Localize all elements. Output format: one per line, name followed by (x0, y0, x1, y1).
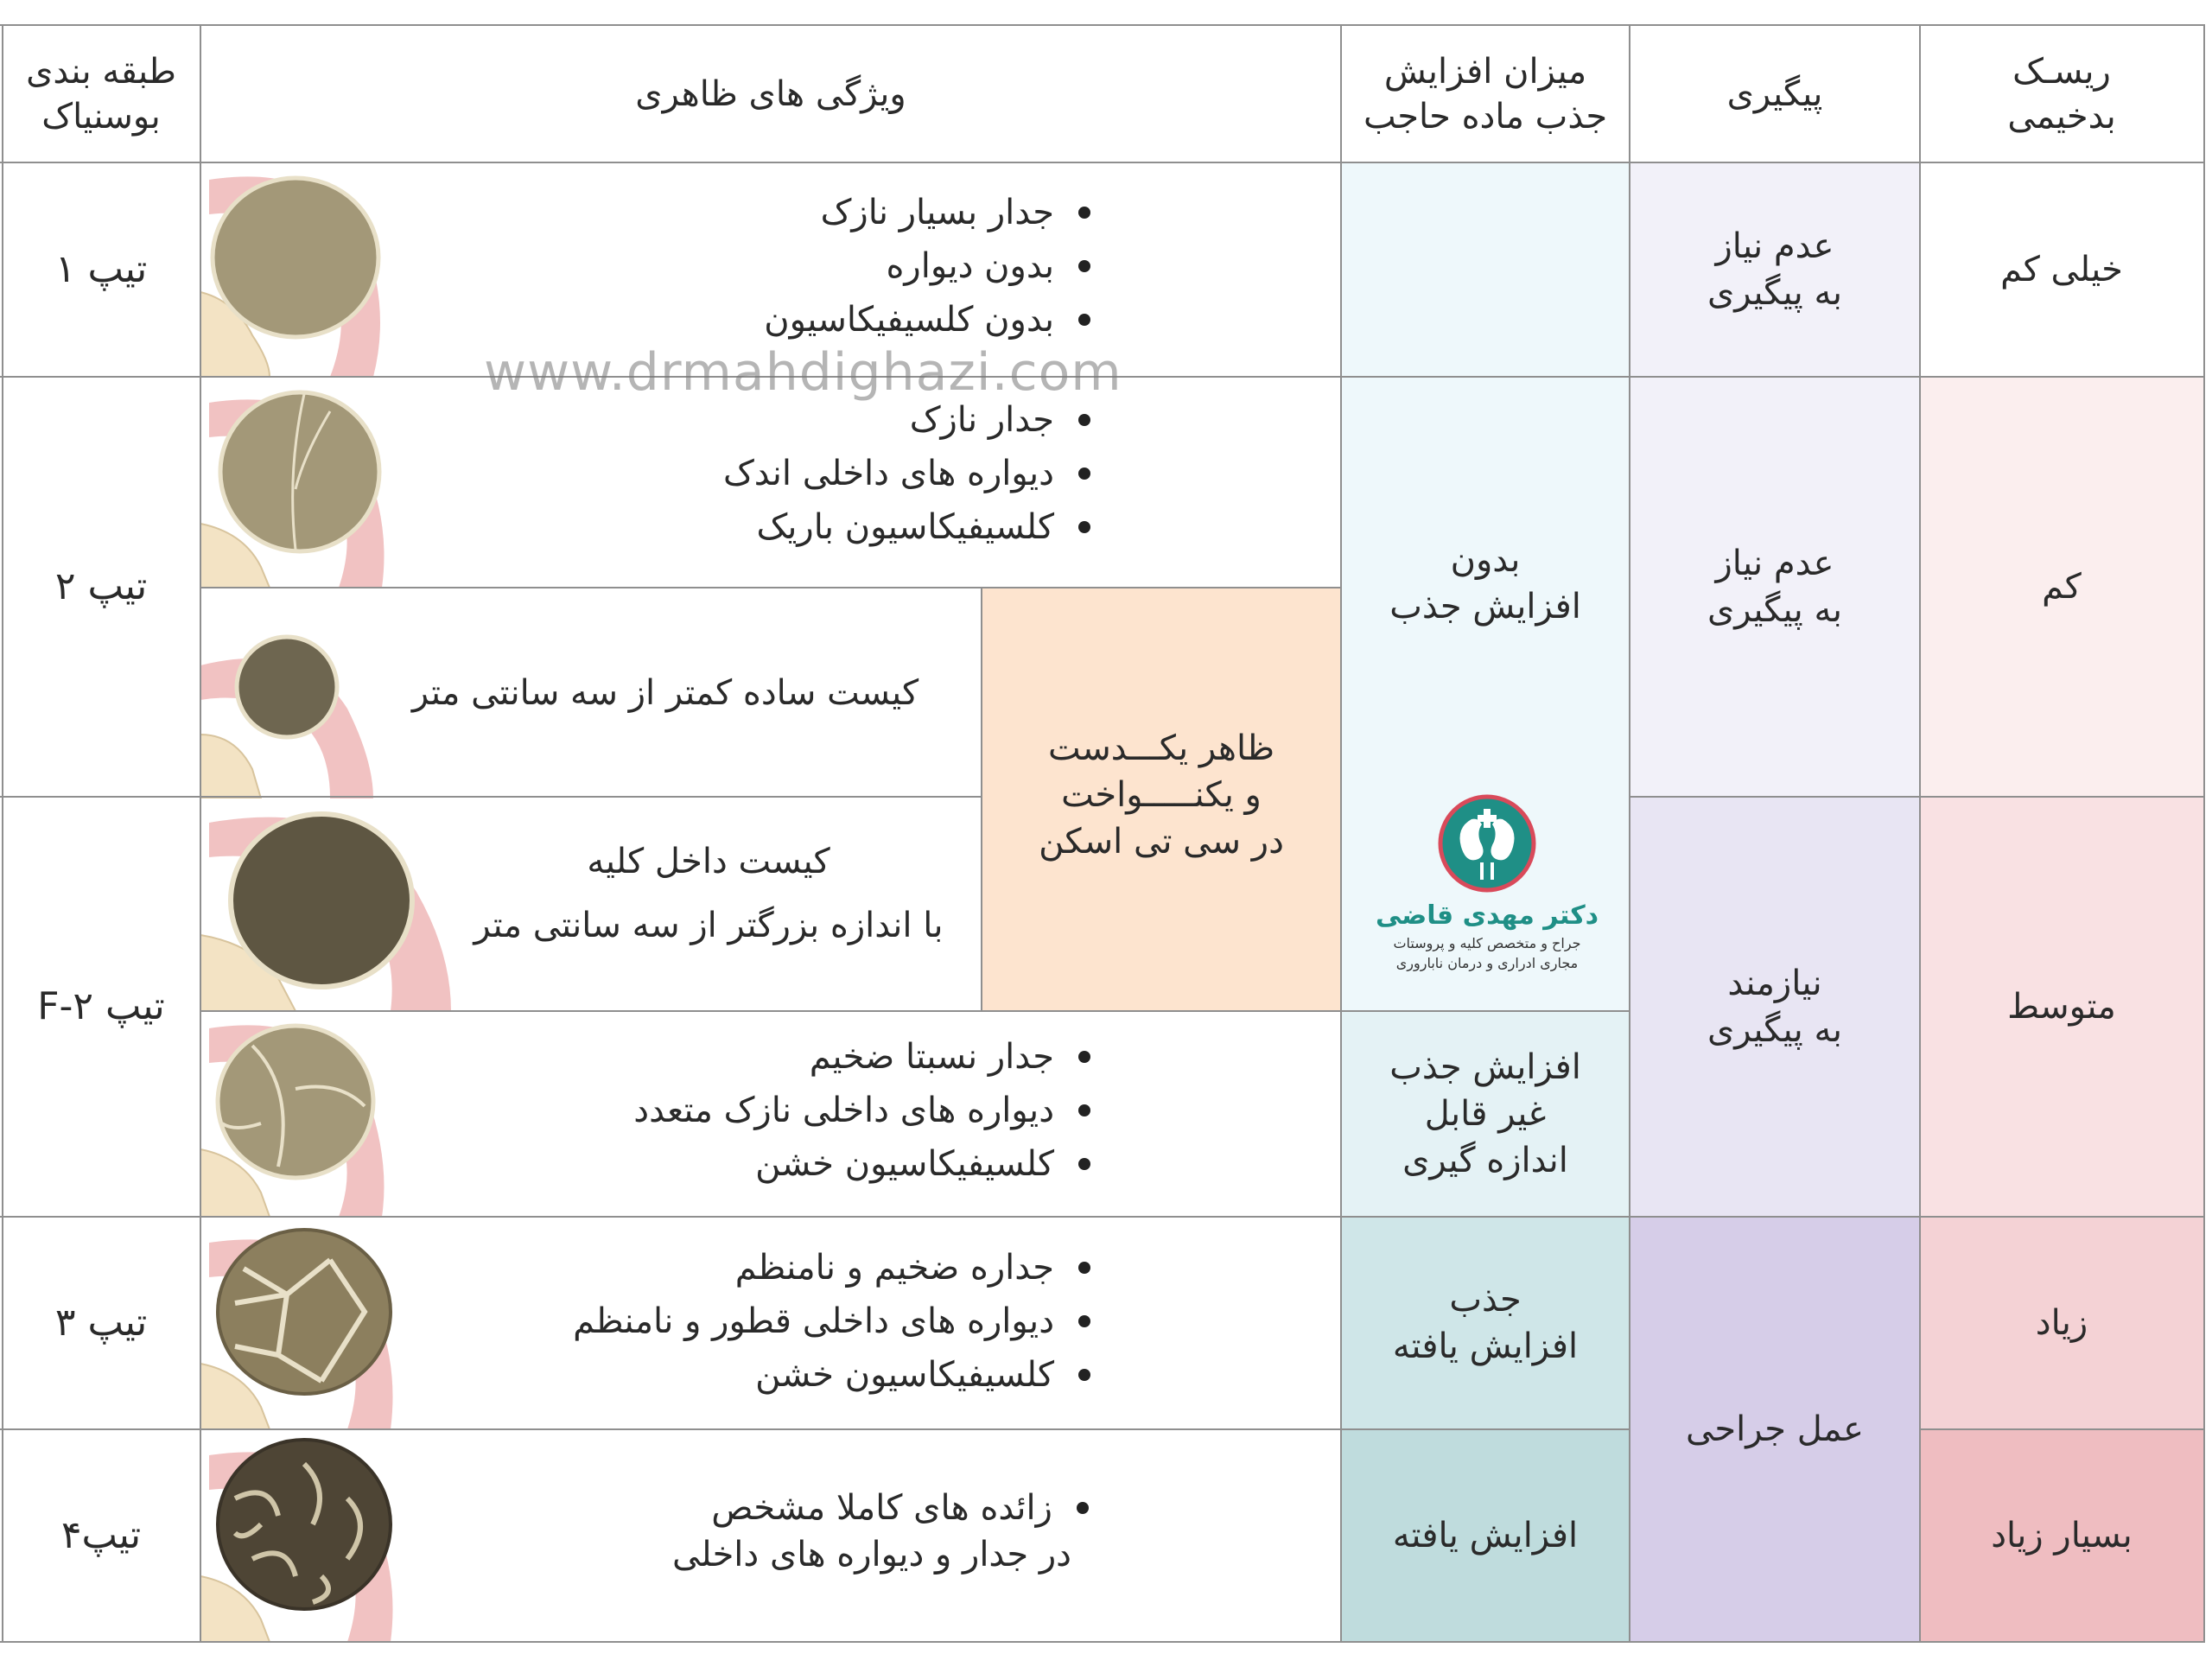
grid-line (1630, 796, 2205, 798)
risk-type3: زیاد (2035, 1303, 2088, 1343)
features-type2 (723, 393, 1090, 554)
cyst-illustration-type1 (200, 162, 399, 377)
cyst-illustration-type2f (200, 1011, 399, 1217)
enh-none: بدون افزایش جذب (1389, 540, 1581, 627)
feature-item: دیواره های داخلی اندک (723, 447, 1090, 500)
type2f-label: تیپ ۲-F (37, 984, 165, 1028)
header-risk: ریسـک بدخیمی (2007, 52, 2116, 137)
watermark: www.drmahdighazi.com (484, 342, 1122, 403)
cyst-illustration-type3 (200, 1217, 408, 1429)
feature-item: بدون کلسیفیکاسیون (764, 293, 1090, 347)
clinic-logo (1362, 793, 1612, 983)
followup-type1: عدم نیاز به پیگیری (1707, 226, 1843, 313)
grid-line (2, 24, 3, 1643)
risk-type2: کم (2042, 567, 2082, 607)
grid-line (1919, 24, 1921, 1643)
grid-line (0, 1216, 2205, 1218)
features-type2f (633, 1030, 1090, 1191)
risk-type1: خیلی کم (2000, 250, 2123, 289)
cyst-illustration-simple-small (200, 588, 399, 798)
grid-line (1629, 24, 1630, 1643)
features-type3 (573, 1241, 1090, 1402)
enh-unmeasurable: افزایش جذب غیر قابل اندازه گیری (1389, 1047, 1581, 1180)
feature-item: جدار نسبتا ضخیم (633, 1030, 1090, 1084)
feature-item: جدار بسیار نازک (764, 186, 1090, 239)
header-features: ویژگی های ظاهری (635, 74, 906, 114)
grid-line (0, 162, 2205, 163)
header-enhancement: میزان افزایش جذب ماده حاجب (1363, 52, 1608, 137)
enh-increased-type3: جذب افزایش یافته (1392, 1280, 1579, 1366)
grid-line (200, 587, 1341, 588)
simple-cyst-small-text: کیست ساده کمتر از سه سانتی متر (411, 673, 919, 713)
grid-line (0, 796, 982, 798)
feature-item: دیواره های داخلی نازک متعدد (633, 1084, 1090, 1137)
feature-item: جدار نازک (723, 393, 1090, 447)
header-bosniak: طبقه بندی بوسنیاک (26, 52, 176, 137)
logo-line2: مجاری ادراری و درمان ناباروری (1395, 955, 1579, 971)
grid-line (200, 1010, 1630, 1012)
risk-type4: بسیار زیاد (1991, 1516, 2133, 1555)
type2-label: تیپ ۲ (54, 564, 148, 608)
cyst-illustration-type2 (200, 377, 399, 588)
risk-type2f: متوسط (2007, 987, 2116, 1027)
enh-increased-type4: افزایش یافته (1392, 1516, 1579, 1555)
kidney-logo-icon (1437, 793, 1537, 894)
feature-item: جداره ضخیم و نامنظم (573, 1241, 1090, 1295)
grid-line (981, 587, 982, 1012)
grid-line (1920, 1428, 2205, 1430)
feature-item: دیواره های داخلی قطور و نامنظم (573, 1295, 1090, 1348)
grid-line (0, 24, 2205, 26)
feature-item: کلسیفیکاسیون خشن (633, 1137, 1090, 1191)
followup-type2: عدم نیاز به پیگیری (1707, 544, 1843, 630)
logo-name: دکتر مهدی قاضی (1375, 900, 1599, 931)
ct-uniform-text: ظاهر یکـــدست و یکنـــــواخت در سی تی اسکن (1039, 728, 1284, 862)
header-followup: پیگیری (1726, 74, 1823, 114)
type3-label: تیپ ۳ (54, 1301, 148, 1345)
type1-label: تیپ ۱ (54, 247, 148, 291)
cyst-illustration-large (200, 797, 460, 1011)
followup-type2f: نیازمند به پیگیری (1707, 964, 1843, 1050)
large-cyst-text: کیست داخل کلیه با اندازه بزرگتر از سه سانتی متر (474, 842, 944, 945)
features-type4: زائده های کاملا مشخص در جدار و دیواره های داخلی (672, 1485, 1089, 1578)
feature-item: بدون دیواره (764, 239, 1090, 293)
feature-item: کلسیفیکاسیون خشن (573, 1348, 1090, 1402)
feature-item: کلسیفیکاسیون باریک (723, 500, 1090, 554)
logo-line1: جراح و متخصص کلیه و پروستات (1393, 935, 1581, 951)
grid-line (0, 1428, 1630, 1430)
grid-line (1340, 24, 1342, 1643)
grid-line (200, 24, 201, 1643)
grid-line (2203, 24, 2205, 1643)
type4-label: تیپ۴ (60, 1513, 142, 1557)
followup-surgery: عمل جراحی (1686, 1409, 1864, 1449)
features-type1 (764, 186, 1090, 347)
cyst-illustration-type4 (200, 1429, 408, 1642)
grid-line (0, 1641, 2205, 1643)
